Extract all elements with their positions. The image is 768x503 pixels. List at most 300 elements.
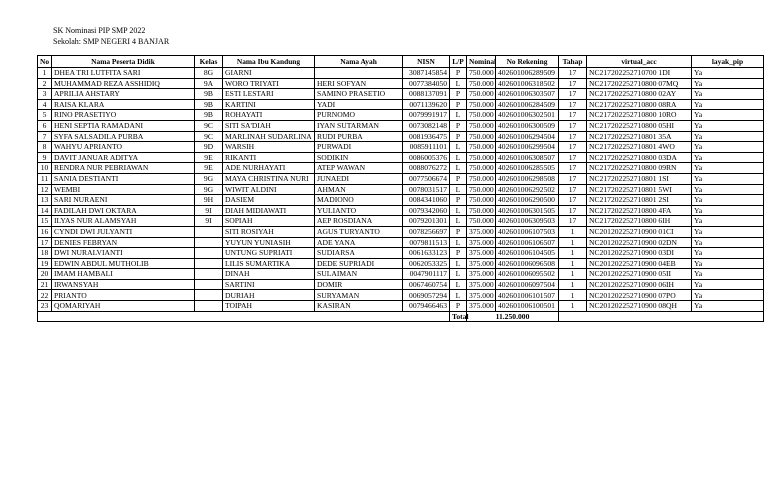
cell-no: 5 [38,110,52,121]
cell-kelas [195,269,223,280]
cell-nominal: 750.000 [467,184,496,195]
cell-no-rekening: 402601006097504 [496,279,559,290]
cell-no: 22 [38,290,52,301]
cell-virtual-acc: NC217202252710800 6IH [587,216,692,227]
cell-layak-pip: Ya [692,301,764,312]
cell-nama-ibu-kandung: DIAH MIDIAWATI [223,205,315,216]
cell-no: 3 [38,89,52,100]
document-heading [53,25,169,47]
cell-tahap: 17 [559,205,587,216]
cell-nama-ibu-kandung: YUYUN YUNIASIH [223,237,315,248]
cell-tahap: 1 [559,290,587,301]
table-row [38,226,764,237]
cell-no-rekening: 402601006106507 [496,237,559,248]
cell-virtual-acc: NC217202252710801 35A [587,131,692,142]
cell-nama-peserta-didik: WAHYU APRIANTO [52,142,195,153]
cell-lp: P [450,120,467,131]
cell-kelas: 9C [195,120,223,131]
cell-lp: P [450,248,467,259]
cell-nama-ayah: AEP ROSDIANA [315,216,403,227]
cell-no: 12 [38,184,52,195]
cell-no-rekening: 402601006104505 [496,248,559,259]
cell-nama-ayah: PURWADI [315,142,403,153]
cell-nama-ibu-kandung: SITI ROSIYAH [223,226,315,237]
cell-lp: P [450,195,467,206]
cell-lp: P [450,173,467,184]
cell-layak-pip: Ya [692,68,764,79]
cell-nisn: 0071139620 [403,99,450,110]
column-header-kelas: Kelas [195,56,223,68]
table-row [38,89,764,100]
cell-no-rekening: 402601006095502 [496,269,559,280]
cell-nama-ibu-kandung: TOIPAH [223,301,315,312]
cell-lp: L [450,258,467,269]
cell-tahap: 1 [559,237,587,248]
cell-layak-pip: Ya [692,195,764,206]
cell-nama-ayah: PURNOMO [315,110,403,121]
cell-layak-pip: Ya [692,184,764,195]
cell-virtual-acc: NC201202252710900 04EB [587,258,692,269]
cell-virtual-acc: NC217202252710801 2SI [587,195,692,206]
cell-nama-peserta-didik: MUHAMMAD REZA ASSHIDIQ [52,78,195,89]
cell-virtual-acc: NC217202252710800 10RO [587,110,692,121]
cell-nisn: 0073082148 [403,120,450,131]
cell-nisn: 0079201301 [403,216,450,227]
column-header-lp: L/P [450,56,467,68]
cell-nisn: 0062053325 [403,258,450,269]
cell-layak-pip: Ya [692,142,764,153]
cell-no: 10 [38,163,52,174]
cell-tahap: 17 [559,184,587,195]
table-row [38,163,764,174]
cell-nisn: 0085911101 [403,142,450,153]
cell-nama-ibu-kandung: WIWIT ALDINI [223,184,315,195]
cell-no: 16 [38,226,52,237]
column-header-no: No [38,56,52,68]
cell-nama-ibu-kandung: UNTUNG SUPRIATI [223,248,315,259]
cell-kelas: 9B [195,89,223,100]
cell-nama-ibu-kandung: SOPIAH [223,216,315,227]
cell-no: 19 [38,258,52,269]
cell-tahap: 17 [559,163,587,174]
cell-layak-pip: Ya [692,290,764,301]
cell-layak-pip: Ya [692,89,764,100]
cell-nominal: 375.000 [467,237,496,248]
cell-nama-ayah: RUDI PURBA [315,131,403,142]
cell-nama-ibu-kandung: LILIS SUMARTIKA [223,258,315,269]
table-row [38,99,764,110]
cell-virtual-acc: NC217202252710800 03DA [587,152,692,163]
cell-layak-pip: Ya [692,173,764,184]
cell-nama-ayah: ADE YANA [315,237,403,248]
cell-kelas [195,290,223,301]
table-row [38,290,764,301]
cell-nama-ibu-kandung: WORO TRIYATI [223,78,315,89]
cell-layak-pip: Ya [692,152,764,163]
cell-nisn: 0079466463 [403,301,450,312]
total-value: 11.250.000 [467,311,559,322]
cell-nominal: 750.000 [467,195,496,206]
table-row [38,120,764,131]
cell-nama-ayah: SULAIMAN [315,269,403,280]
cell-no-rekening: 402601006292502 [496,184,559,195]
cell-nama-peserta-didik: HENI SEPTIA RAMADANI [52,120,195,131]
cell-tahap: 17 [559,78,587,89]
column-header-nama-ibu-kandung: Nama Ibu Kandung [223,56,315,68]
cell-no: 14 [38,205,52,216]
cell-no-rekening: 402601006096508 [496,258,559,269]
cell-kelas: 9B [195,99,223,110]
cell-lp: L [450,110,467,121]
cell-nama-ayah: JUNAEDI [315,173,403,184]
cell-nisn: 0047901117 [403,269,450,280]
cell-tahap: 17 [559,89,587,100]
cell-tahap: 17 [559,120,587,131]
cell-no-rekening: 402601006309503 [496,216,559,227]
cell-nominal: 375.000 [467,269,496,280]
cell-lp: L [450,152,467,163]
cell-nama-ayah: IYAN SUTARMAN [315,120,403,131]
cell-layak-pip: Ya [692,279,764,290]
column-header-layak-pip: layak_pip [692,56,764,68]
cell-nisn: 0069057294 [403,290,450,301]
cell-nama-peserta-didik: APRILIA AHSTARY [52,89,195,100]
cell-lp: P [450,131,467,142]
cell-nama-ayah: HERI SOFYAN [315,78,403,89]
cell-no-rekening: 402601006107503 [496,226,559,237]
cell-nama-peserta-didik: SYFA SALSADILA PURBA [52,131,195,142]
cell-no-rekening: 402601006300509 [496,120,559,131]
cell-no-rekening: 402601006299504 [496,142,559,153]
cell-nama-peserta-didik: RENDRA NUR PEBRIAWAN [52,163,195,174]
table-row [38,110,764,121]
cell-no: 2 [38,78,52,89]
cell-nama-peserta-didik: RINO PRASETIYO [52,110,195,121]
cell-tahap: 1 [559,269,587,280]
column-header-nama-peserta-didik: Nama Peserta Didik [52,56,195,68]
column-header-nama-ayah: Nama Ayah [315,56,403,68]
cell-nominal: 375.000 [467,258,496,269]
column-header-virtual-acc: virtual_acc [587,56,692,68]
cell-tahap: 1 [559,279,587,290]
cell-virtual-acc: NC201202252710900 05II [587,269,692,280]
table-row [38,301,764,312]
cell-no: 1 [38,68,52,79]
cell-layak-pip: Ya [692,78,764,89]
cell-nisn: 0081936475 [403,131,450,142]
cell-no: 21 [38,279,52,290]
cell-layak-pip: Ya [692,110,764,121]
cell-nisn: 0061633123 [403,248,450,259]
cell-tahap: 17 [559,68,587,79]
cell-nisn: 0079811513 [403,237,450,248]
cell-nama-ayah: SAMINO PRASETIO [315,89,403,100]
cell-layak-pip: Ya [692,216,764,227]
cell-nama-peserta-didik: RAISA KLARA [52,99,195,110]
nomination-table [37,55,764,322]
cell-lp: L [450,216,467,227]
cell-tahap: 1 [559,258,587,269]
table-row [38,216,764,227]
cell-nama-peserta-didik: IMAM HAMBALI [52,269,195,280]
cell-lp: L [450,78,467,89]
cell-tahap: 17 [559,131,587,142]
cell-nominal: 750.000 [467,68,496,79]
cell-no-rekening: 402601006298508 [496,173,559,184]
cell-virtual-acc: NC201202252710900 03DI [587,248,692,259]
cell-virtual-acc: NC201202252710900 06IH [587,279,692,290]
cell-nama-peserta-didik: ILYAS NUR ALAMSYAH [52,216,195,227]
cell-nominal: 750.000 [467,163,496,174]
cell-layak-pip: Ya [692,99,764,110]
table-row [38,184,764,195]
cell-nama-ibu-kandung: RIKANTI [223,152,315,163]
cell-nama-ayah: YULIANTO [315,205,403,216]
cell-virtual-acc: NC217202252710801 1SI [587,173,692,184]
table-row [38,78,764,89]
cell-no: 4 [38,99,52,110]
cell-virtual-acc: NC201202252710900 08QH [587,301,692,312]
cell-no: 20 [38,269,52,280]
cell-kelas: 8G [195,68,223,79]
cell-tahap: 17 [559,110,587,121]
cell-no: 13 [38,195,52,206]
cell-nisn: 0079991917 [403,110,450,121]
cell-lp: L [450,163,467,174]
cell-kelas: 9B [195,110,223,121]
cell-kelas [195,237,223,248]
cell-no: 6 [38,120,52,131]
cell-nama-ibu-kandung: GIARNI [223,68,315,79]
cell-no-rekening: 402601006308507 [496,152,559,163]
cell-no-rekening: 402601006301505 [496,205,559,216]
cell-layak-pip: Ya [692,131,764,142]
cell-virtual-acc: NC217202252710800 05HI [587,120,692,131]
cell-no-rekening: 402601006302501 [496,110,559,121]
cell-virtual-acc: NC201202252710900 01CI [587,226,692,237]
cell-virtual-acc: NC217202252710800 07MQ [587,78,692,89]
cell-tahap: 17 [559,99,587,110]
cell-nama-peserta-didik: IRWANSYAH [52,279,195,290]
cell-nama-ayah [315,68,403,79]
cell-lp: L [450,142,467,153]
cell-nama-ayah: DEDE SUPRIADI [315,258,403,269]
cell-virtual-acc: NC217202252710801 4WO [587,142,692,153]
cell-nama-ibu-kandung: KARTINI [223,99,315,110]
cell-nominal: 750.000 [467,205,496,216]
cell-nama-ibu-kandung: MARLINAH SUDARLINA [223,131,315,142]
cell-kelas [195,248,223,259]
cell-lp: L [450,279,467,290]
cell-nama-peserta-didik: DWI NURALVIANTI [52,248,195,259]
cell-nama-ayah: MADIONO [315,195,403,206]
cell-kelas: 9G [195,184,223,195]
cell-nama-ibu-kandung: MAYA CHRISTINA NURI [223,173,315,184]
cell-lp: P [450,301,467,312]
cell-nama-ibu-kandung: ROHAYATI [223,110,315,121]
cell-nama-ayah: YADI [315,99,403,110]
cell-layak-pip: Ya [692,248,764,259]
cell-nama-ibu-kandung: ADE NURHAYATI [223,163,315,174]
column-header-nominal: Nominal [467,56,496,68]
table-header-row [38,56,764,68]
total-spacer [38,311,450,322]
cell-nama-peserta-didik: DAVIT JANUAR ADITYA [52,152,195,163]
table-row [38,152,764,163]
cell-nama-ibu-kandung: DURIAH [223,290,315,301]
cell-nisn: 3087145854 [403,68,450,79]
cell-kelas: 9E [195,152,223,163]
cell-nominal: 375.000 [467,290,496,301]
cell-nama-ibu-kandung: SITI SA'DIAH [223,120,315,131]
cell-tahap: 17 [559,142,587,153]
cell-tahap: 17 [559,195,587,206]
cell-nisn: 0079342060 [403,205,450,216]
cell-no: 11 [38,173,52,184]
cell-nama-ibu-kandung: DINAH [223,269,315,280]
cell-virtual-acc: NC217202252710800 02AY [587,89,692,100]
cell-virtual-acc: NC217202252710801 5WI [587,184,692,195]
cell-nominal: 375.000 [467,226,496,237]
cell-no-rekening: 402601006101507 [496,290,559,301]
cell-nama-peserta-didik: CYNDI DWI JULYANTI [52,226,195,237]
cell-nisn: 0084341060 [403,195,450,206]
cell-kelas [195,226,223,237]
cell-lp: P [450,89,467,100]
table-row [38,142,764,153]
cell-nama-peserta-didik: PRIANTO [52,290,195,301]
cell-nama-peserta-didik: DENIES FEBRYAN [52,237,195,248]
cell-nama-peserta-didik: WEMBI [52,184,195,195]
cell-lp: P [450,226,467,237]
cell-nama-ibu-kandung: ESTI LESTARI [223,89,315,100]
cell-layak-pip: Ya [692,205,764,216]
cell-nisn: 0078031517 [403,184,450,195]
cell-virtual-acc: NC201202252710900 02DN [587,237,692,248]
cell-lp: L [450,269,467,280]
cell-tahap: 17 [559,173,587,184]
column-header-nisn: NISN [403,56,450,68]
cell-nama-peserta-didik: FADILAH DWI OKTARA [52,205,195,216]
cell-tahap: 1 [559,301,587,312]
cell-layak-pip: Ya [692,226,764,237]
cell-nama-peserta-didik: QOMARIYAH [52,301,195,312]
cell-nama-peserta-didik: EDWIN ABDUL MUTHOLIB [52,258,195,269]
table-row [38,68,764,79]
cell-nisn: 0077506674 [403,173,450,184]
cell-nominal: 750.000 [467,216,496,227]
table-row [38,205,764,216]
total-row [38,311,764,322]
cell-no-rekening: 402601006285505 [496,163,559,174]
cell-no: 15 [38,216,52,227]
cell-nominal: 750.000 [467,152,496,163]
cell-lp: P [450,99,467,110]
cell-nama-ayah: DOMIR [315,279,403,290]
cell-nama-ayah: ATEP WAWAN [315,163,403,174]
cell-lp: L [450,184,467,195]
cell-no: 18 [38,248,52,259]
cell-layak-pip: Ya [692,237,764,248]
cell-nominal: 750.000 [467,142,496,153]
cell-virtual-acc: NC217202252710800 4FA [587,205,692,216]
cell-no: 7 [38,131,52,142]
cell-nama-peserta-didik: DHEA TRI LUTFITA SARI [52,68,195,79]
cell-nisn: 0086005376 [403,152,450,163]
cell-nama-ayah: AHMAN [315,184,403,195]
table-row [38,258,764,269]
cell-lp: L [450,237,467,248]
cell-lp: L [450,205,467,216]
cell-kelas: 9G [195,173,223,184]
column-header-no-rekening: No Rekening [496,56,559,68]
cell-nominal: 750.000 [467,110,496,121]
cell-nama-ibu-kandung: SARTINI [223,279,315,290]
cell-no: 17 [38,237,52,248]
cell-lp: L [450,290,467,301]
cell-nama-ibu-kandung: WARSIH [223,142,315,153]
cell-nisn: 0077384050 [403,78,450,89]
cell-nominal: 750.000 [467,131,496,142]
total-trailing-spacer [559,311,764,322]
cell-no: 9 [38,152,52,163]
cell-kelas [195,301,223,312]
cell-no-rekening: 402601006294504 [496,131,559,142]
cell-no-rekening: 402601006284509 [496,99,559,110]
cell-layak-pip: Ya [692,269,764,280]
cell-nominal: 375.000 [467,248,496,259]
cell-kelas: 9I [195,216,223,227]
cell-virtual-acc: NC217202252710700 1DI [587,68,692,79]
cell-no: 8 [38,142,52,153]
cell-virtual-acc: NC217202252710800 08RA [587,99,692,110]
cell-kelas: 9D [195,142,223,153]
cell-nisn: 0088137091 [403,89,450,100]
cell-nominal: 750.000 [467,78,496,89]
cell-no-rekening: 402601006318502 [496,78,559,89]
school-name: Sekolah: SMP NEGERI 4 BANJAR [53,37,170,46]
cell-kelas: 9I [195,205,223,216]
table-row [38,195,764,206]
cell-nominal: 750.000 [467,89,496,100]
cell-tahap: 1 [559,248,587,259]
table-row [38,237,764,248]
column-header-tahap: Tahap [559,56,587,68]
cell-nama-ayah: SODIKIN [315,152,403,163]
cell-nama-peserta-didik: SARI NURAENI [52,195,195,206]
cell-nama-ayah: SUDIARSA [315,248,403,259]
cell-virtual-acc: NC201202252710900 07PO [587,290,692,301]
cell-tahap: 1 [559,226,587,237]
cell-nominal: 750.000 [467,173,496,184]
table-row [38,173,764,184]
cell-layak-pip: Ya [692,163,764,174]
cell-nominal: 375.000 [467,301,496,312]
cell-kelas: 9A [195,78,223,89]
cell-lp: P [450,68,467,79]
cell-layak-pip: Ya [692,120,764,131]
cell-nominal: 750.000 [467,120,496,131]
document-title: SK Nominasi PIP SMP 2022 [53,26,146,35]
cell-nama-ibu-kandung: DASIEM [223,195,315,206]
cell-nisn: 0078256697 [403,226,450,237]
cell-no-rekening: 402601006303507 [496,89,559,100]
cell-nisn: 0067460754 [403,279,450,290]
cell-nominal: 750.000 [467,99,496,110]
cell-kelas: 9H [195,195,223,206]
cell-no-rekening: 402601006290500 [496,195,559,206]
table-row [38,248,764,259]
